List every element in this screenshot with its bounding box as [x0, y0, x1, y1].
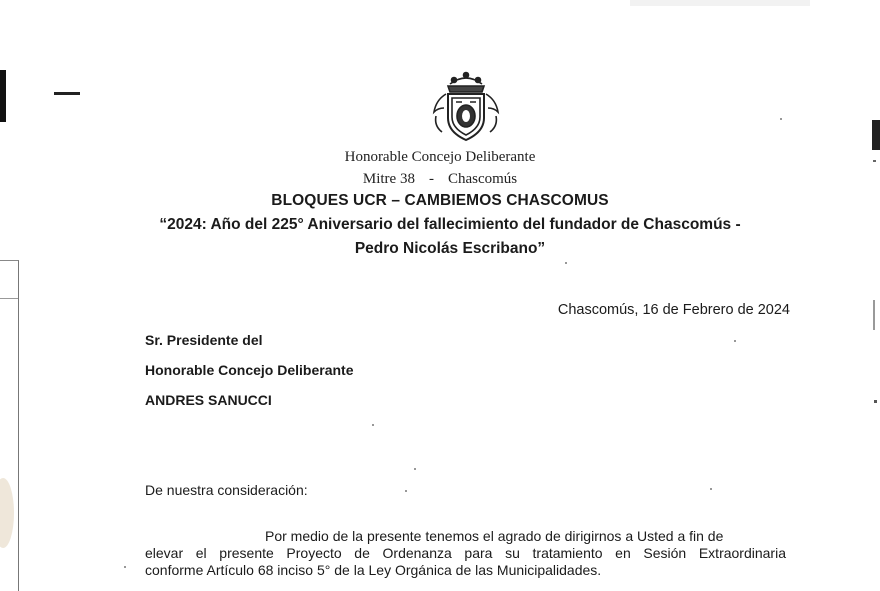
- scan-edge-artifact-right: [872, 120, 880, 150]
- body-line: conforme Artículo 68 inciso 5° de la Ley Orgánica de las Municipalidades.: [145, 562, 602, 578]
- year-motto-line-2: Pedro Nicolás Escribano”: [354, 240, 546, 257]
- scan-adjacent-paper: [630, 0, 810, 6]
- addressee-title: Sr. Presidente del: [145, 332, 263, 348]
- scan-speck: [565, 262, 567, 264]
- organization-name: Honorable Concejo Deliberante: [344, 149, 536, 165]
- scan-adjacent-page-line: [0, 298, 18, 299]
- addressee-name: ANDRES SANUCCI: [145, 392, 272, 408]
- letter-body: [145, 528, 786, 579]
- address-street: Mitre 38: [362, 171, 415, 187]
- scan-speck: [734, 340, 736, 342]
- addressee-institution: Honorable Concejo Deliberante: [145, 362, 354, 378]
- year-motto-line-1: “2024: Año del 225° Aniversario del fallecimiento del fundador de Chascomús -: [159, 216, 741, 233]
- scan-speck: [414, 468, 416, 470]
- organization-address: [0, 171, 880, 188]
- scan-edge-artifact: [0, 70, 6, 122]
- scan-speck: [372, 424, 374, 426]
- political-bloc-heading: BLOQUES UCR – CAMBIEMOS CHASCOMUS: [271, 192, 609, 209]
- scan-mark: [873, 300, 880, 330]
- salutation: De nuestra consideración:: [145, 482, 308, 498]
- scan-speck: [405, 490, 407, 492]
- body-line: Por medio de la presente tenemos el agrado de dirigirnos a Usted a fin de: [265, 528, 724, 544]
- scan-speck: [710, 488, 712, 490]
- municipal-coat-of-arms-icon: [428, 70, 504, 146]
- scan-speck: [780, 118, 782, 120]
- body-line: elevar el presente Proyecto de Ordenanza para su tratamiento en Sesión Extraordinaria: [145, 545, 786, 561]
- scan-speck: [124, 566, 126, 568]
- address-city: Chascomús: [447, 171, 518, 187]
- address-separator: -: [428, 171, 434, 187]
- scan-pen-mark: [54, 92, 80, 95]
- letter-date: Chascomús, 16 de Febrero de 2024: [557, 302, 790, 318]
- scan-mark: [874, 400, 877, 403]
